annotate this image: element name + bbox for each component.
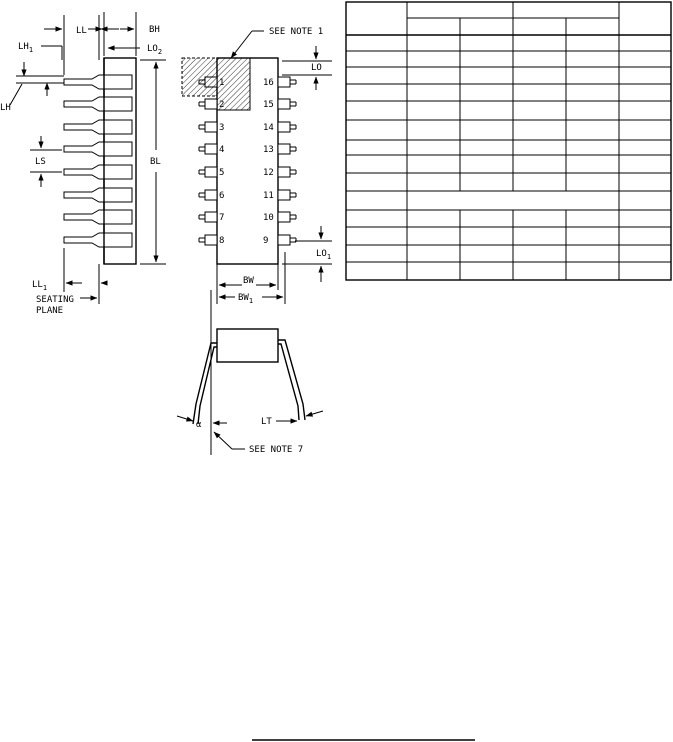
top-view (182, 27, 332, 305)
side-lead-4 (64, 142, 132, 156)
top-lead-right-13 (278, 144, 290, 154)
dim-label-alpha: α (196, 420, 202, 430)
dim-label-ll1: $LL_1$ (32, 280, 48, 292)
dim-label-bh: BH (149, 25, 160, 35)
top-lead-left-7 (205, 212, 217, 222)
side-view (0, 12, 166, 316)
top-lead-left-4 (205, 144, 217, 154)
side-lead-5 (64, 165, 132, 179)
dim-label-bw1: $BW_1$ (238, 293, 254, 305)
pin-number-8: 8 (219, 236, 225, 246)
top-lead-left-2 (205, 99, 217, 109)
top-lead-left-6 (205, 190, 217, 200)
dim-label-lt: LT (261, 417, 272, 427)
top-lead-right-12 (278, 167, 290, 177)
pin-number-6: 6 (219, 191, 225, 201)
pin-number-12: 12 (263, 168, 274, 178)
top-lead-right-11 (278, 190, 290, 200)
top-lead-left-8 (205, 235, 217, 245)
see-note-1-label: SEE NOTE 1 (269, 27, 324, 37)
dim-label-lo2: $LO_2$ (147, 44, 163, 56)
dim-label-lh1: $LH_1$ (18, 42, 34, 54)
top-lead-right-10 (278, 212, 290, 222)
pin-number-5: 5 (219, 168, 225, 178)
pin-number-9: 9 (263, 236, 269, 246)
end-view-body (217, 329, 278, 362)
dimension-table (346, 2, 671, 280)
pin-number-13: 13 (263, 145, 274, 155)
pin-number-7: 7 (219, 213, 225, 223)
dim-label-lo: LO (311, 63, 322, 73)
seating-plane-label-line1: SEATING (36, 295, 74, 305)
side-lead-1 (64, 75, 132, 89)
pin-number-15: 15 (263, 100, 274, 110)
pin-number-4: 4 (219, 145, 225, 155)
dim-label-bw: BW (243, 276, 254, 286)
side-lead-7 (64, 210, 132, 224)
pin-number-3: 3 (219, 123, 225, 133)
see-note-7-label: SEE NOTE 7 (249, 445, 304, 455)
top-lead-left-5 (205, 167, 217, 177)
dim-label-lh: LH (0, 103, 11, 113)
top-lead-left-3 (205, 122, 217, 132)
pin-number-16: 16 (263, 78, 274, 88)
pin1-index-area (217, 58, 250, 110)
top-lead-right-16 (278, 77, 290, 87)
pin-number-11: 11 (263, 191, 274, 201)
end-view (177, 290, 323, 455)
seating-plane-label-line2: PLANE (36, 306, 64, 316)
top-lead-right-14 (278, 122, 290, 132)
top-lead-right-9 (278, 235, 290, 245)
side-lead-8 (64, 233, 132, 247)
table-border (346, 2, 671, 280)
dim-label-ls: LS (35, 157, 46, 167)
side-lead-3 (64, 120, 132, 134)
top-lead-right-15 (278, 99, 290, 109)
side-lead-2 (64, 97, 132, 111)
pin-number-10: 10 (263, 213, 274, 223)
pin1-hatch-outer (182, 58, 217, 96)
dim-label-ll: LL (76, 26, 87, 36)
side-lead-6 (64, 188, 132, 202)
dim-label-lo1: $LO_1$ (316, 249, 332, 261)
dim-label-bl: BL (150, 157, 161, 167)
pin-number-14: 14 (263, 123, 274, 133)
